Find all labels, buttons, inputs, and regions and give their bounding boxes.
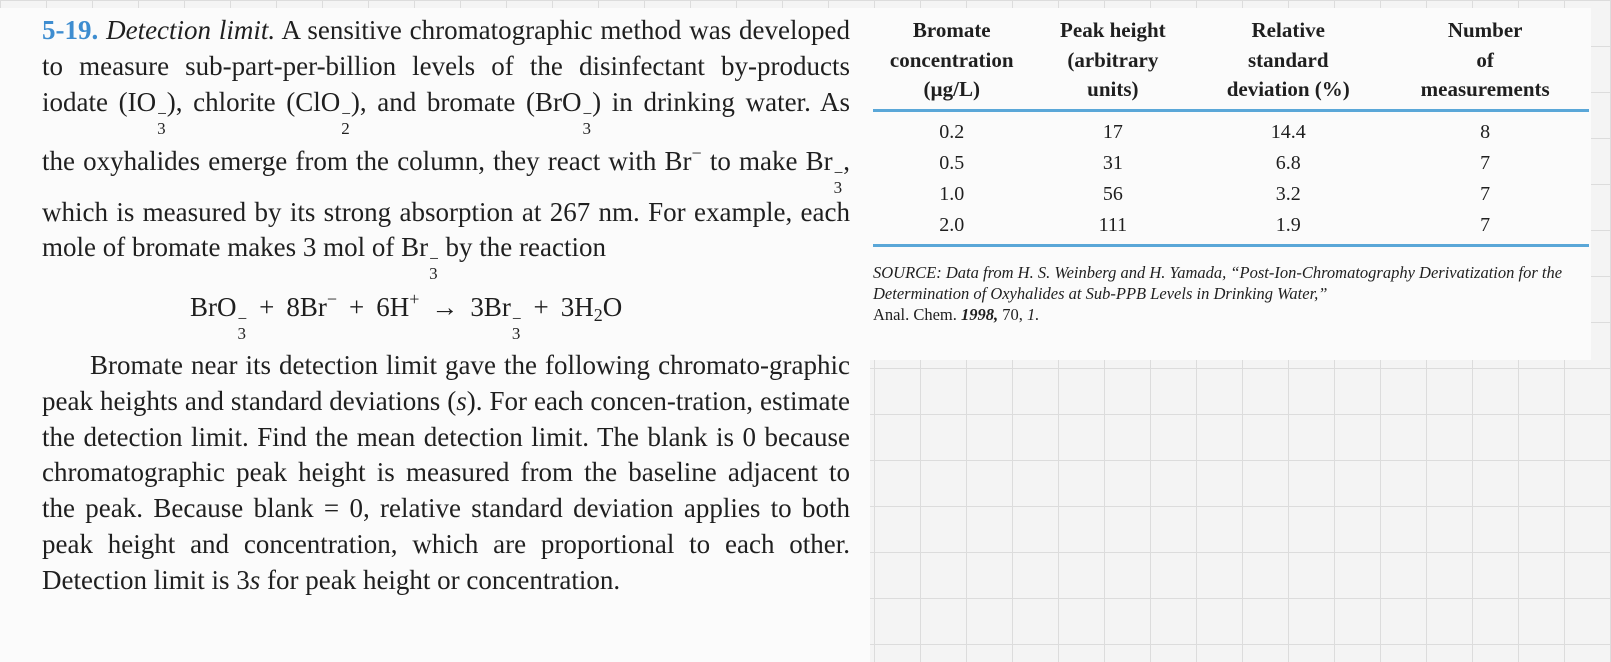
table-cell: 0.2 bbox=[939, 120, 965, 143]
bromate-ion: BrO − 3 bbox=[535, 86, 593, 138]
table-cell: 14.4 bbox=[1270, 120, 1306, 143]
header-peak-height: Peak height (arbitrary units) bbox=[1031, 16, 1196, 110]
problem-text: ) in drinking water. As the oxyhalides emerge from the column, they react with bbox=[42, 86, 850, 176]
problem-title: Detection limit. bbox=[106, 15, 276, 45]
table-cell: 111 bbox=[1031, 210, 1196, 246]
table-row bbox=[873, 179, 1589, 210]
problem-text: , which is measured by its strong absorption at 267 nm. For example, each mole of bromate makes 3 mol of bbox=[42, 145, 850, 263]
iodate-ion: IO − 3 bbox=[127, 86, 167, 138]
table-cell: 7 bbox=[1381, 210, 1589, 246]
reaction-arrow: → bbox=[431, 292, 459, 322]
table-cell: 7 bbox=[1480, 182, 1491, 205]
bromate-data-table bbox=[873, 16, 1589, 247]
table-cell: 56 bbox=[1102, 182, 1123, 205]
table-header-row bbox=[873, 16, 1589, 110]
eq-tribromide: 3Br − 3 bbox=[470, 292, 522, 343]
table-row bbox=[873, 110, 1589, 148]
table-cell: 1.0 bbox=[939, 182, 965, 205]
table-cell: 1.9 bbox=[1195, 210, 1381, 246]
tribromide-ion: Br − 3 bbox=[401, 232, 439, 284]
table-cell: 17 bbox=[1102, 120, 1123, 143]
table-cell: 7 bbox=[1480, 151, 1491, 174]
eq-water: $3H_2O$ bbox=[560, 292, 623, 325]
problem-text: ), chlorite ( bbox=[166, 86, 296, 117]
table-source-note: SOURCE: Data from H. S. Weinberg and H. Yamada, “Post-Ion-Chromatography Derivatization for the Determination of Oxyhalides at Sub-PPB Levels in Drinking Water,” Anal. Chem. 1998, 70, 1. bbox=[873, 263, 1563, 324]
problem-number: 5-19. bbox=[42, 15, 99, 45]
bromate-reaction-equation: BrO − 3 + 8Br− + 6H+ → 3Br − 3 + $3H_2O$ bbox=[190, 289, 623, 343]
problem-paragraph-1 bbox=[42, 13, 851, 284]
table-cell: 0.5 bbox=[939, 151, 965, 174]
table-cell: 6.8 bbox=[1275, 151, 1301, 174]
table-row bbox=[873, 148, 1589, 179]
chlorite-ion: ClO − 2 bbox=[295, 86, 351, 138]
table-cell: 2.0 bbox=[873, 210, 1031, 246]
header-measurements: Number of measurements bbox=[1381, 16, 1589, 110]
header-concentration: Bromate concentration (µg/L) bbox=[873, 16, 1031, 110]
eq-bromate: BrO − 3 bbox=[190, 292, 248, 343]
table-cell: 8 bbox=[1480, 120, 1491, 143]
problem-text: to make bbox=[701, 145, 806, 176]
eq-bromide: 8Br− bbox=[286, 289, 337, 322]
table-row bbox=[873, 210, 1589, 246]
problem-text: A sensitive chromatographic method was developed to measure sub-part-per-billion levels of the disinfectant by-products iodate ( bbox=[42, 15, 851, 117]
bromide-ion: Br− bbox=[664, 142, 702, 176]
problem-text: ), and bromate ( bbox=[350, 86, 536, 117]
header-rsd: Relative standard deviation (%) bbox=[1195, 16, 1381, 110]
table-cell: 3.2 bbox=[1275, 182, 1301, 205]
problem-text: by the reaction bbox=[438, 232, 606, 263]
tribromide-ion: Br − 3 bbox=[805, 145, 844, 197]
problem-paragraph-2: Bromate near its detection limit gave the following chromato-graphic peak heights and standard deviations (s). For each concen-tration, estimate the detection limit. Find the mean detection limit. The blank is 0 because chromatographic peak height is measured from the baseline adjacent to the peak. Because blank = 0, relative standard deviation applies to both peak height and concentration, which are proportional to each other. Detection limit is 3s for peak height or concentration. bbox=[42, 350, 850, 595]
table-cell: 31 bbox=[1102, 151, 1123, 174]
eq-proton: 6H+ bbox=[376, 289, 420, 322]
